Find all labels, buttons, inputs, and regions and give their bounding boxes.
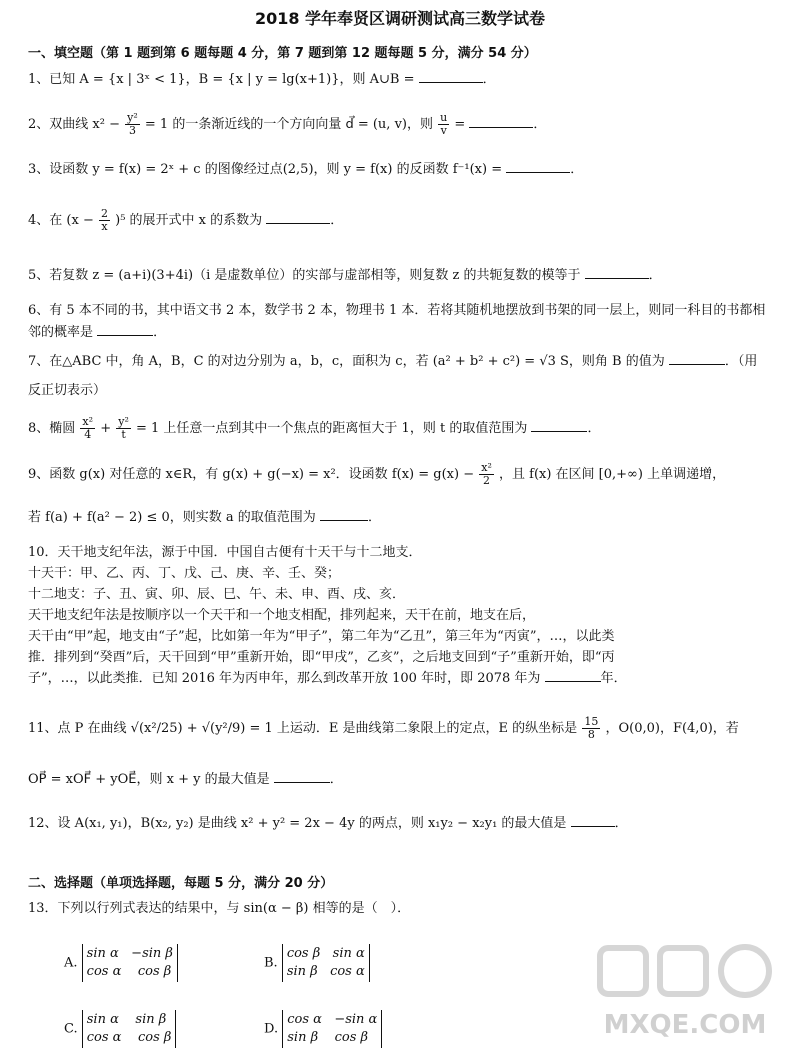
option-a[interactable]: A. sin α −sin β cos α cos β [64, 944, 178, 982]
answer-blank[interactable] [545, 669, 601, 682]
answer-blank[interactable] [669, 352, 725, 365]
option-c[interactable]: C. sin α sin β cos α cos β [64, 1010, 176, 1048]
answer-blank[interactable] [419, 70, 483, 83]
option-b[interactable]: B. cos β sin α sin β cos α [264, 944, 370, 982]
question-2: 2、双曲线 x² − $\frac{\text{y²}}{3}$ = 1 的一条渐近线的一个方向向量 d⃗ = (u, v)，则 $\frac{u}{v}$ = ． [28, 111, 547, 137]
question-5: 5、若复数 z = (a+i)(3+4i)（i 是虚数单位）的实部与虚部相等，则复数 z 的共轭复数的模等于 ． [28, 268, 662, 283]
answer-blank[interactable] [506, 160, 570, 173]
question-3: 3、设函数 y = f(x) = 2ˣ + c 的图像经过点(2,5)，则 y = f(x) 的反函数 f⁻¹(x) = ． [28, 162, 584, 177]
question-1: 1、已知 A = {x | 3ˣ < 1}，B = {x | y = lg(x+1)}，则 A∪B = ． [28, 72, 496, 87]
fraction: $\frac{\text{y²}}{t}$ [118, 415, 129, 441]
answer-blank[interactable] [571, 814, 615, 827]
determinant: cos β sin α sin β cos α [282, 944, 370, 982]
exam-title: 2018 学年奉贤区调研测试高三数学试卷 [254, 9, 546, 28]
answer-blank[interactable] [97, 323, 153, 336]
answer-blank[interactable] [320, 508, 368, 521]
question-7: 7、在△ABC 中，角 A，B，C 的对边分别为 a，b，c，面积为 c，若 (a² + b² + c²) = √3 S，则角 B 的值为 ．（用 [28, 354, 758, 369]
question-10: 10．天干地支纪年法，源于中国．中国自古便有十天干与十二地支． 十天干：甲、乙、丙、丁、戊、己、庚、辛、壬、癸； 十二地支：子、丑、寅、卯、辰、巳、午、未、申、酉、戌、亥． 天干地支纪年法是按顺序以一个天干和一个地支相配，排列起来，天干在前，地支在后， 天干由“甲”起，地支由“子”起，比如第一年为“甲子”，第二年为“乙丑”，第三年为“丙寅”，…，以此类 推．排列到“癸酉”后，天干回到“甲”重新开始，即“甲戌”，乙亥”，之后地支回到“子”重新开始，即“丙 子”，…，以此类推．已知 2016 年为丙申年，那么到改革开放 100 年时，即 2078 年为 年． [28, 545, 627, 686]
question-13: 13．下列以行列式表达的结果中，与 sin(α − β) 相等的是（ ）． [28, 901, 411, 916]
answer-blank[interactable] [266, 211, 330, 224]
watermark-text: MXQE.COM [603, 1010, 767, 1040]
watermark-logo-icon [590, 938, 780, 1048]
question-11: 11、点 P 在曲线 √(x²/25) + √(y²/9) = 1 上运动．E 是曲线第二象限上的定点，E 的纵坐标是 $\frac{15}{8}$ ，O(0,0)，F(4,0)，若 [28, 715, 739, 741]
question-9-line2: 若 f(a) + f(a² − 2) ≤ 0，则实数 a 的取值范围为 ． [28, 510, 381, 525]
fraction: $\frac{u}{v}$ [440, 111, 448, 137]
section-2-heading: 二、选择题（单项选择题，每题 5 分，满分 20 分） [28, 876, 334, 891]
answer-blank[interactable] [274, 770, 330, 783]
fraction: $\frac{2}{x}$ [100, 207, 108, 233]
fraction: $\frac{\text{x²}}{4}$ [82, 415, 94, 441]
fraction: $\frac{\text{x²}}{2}$ [481, 461, 492, 487]
question-6: 6、有 5 本不同的书，其中语文书 2 本，数学书 2 本，物理书 1 本．若将其随机地摆放到书架的同一层上，则同一科目的书都相邻的概率是 ． [28, 303, 766, 340]
determinant: sin α −sin β cos α cos β [82, 944, 178, 982]
answer-blank[interactable] [585, 266, 649, 279]
question-8: 8、椭圆 $\frac{\text{x²}}{4}$ + $\frac{\text{y²}}{t}$ = 1 上任意一点到其中一个焦点的距离恒大于 1，则 t 的取值范围为 ． [28, 415, 601, 441]
answer-blank[interactable] [531, 419, 587, 432]
question-11-line2: OP⃗ = xOF⃗ + yOE⃗，则 x + y 的最大值是 ． [28, 772, 343, 787]
section-1-heading: 一、填空题（第 1 题到第 6 题每题 4 分，第 7 题到第 12 题每题 5 分，满分 54 分） [28, 46, 537, 61]
question-9: 9、函数 g(x) 对任意的 x∈R，有 g(x) + g(−x) = x²．设函数 f(x) = g(x) − $\frac{\text{x²}}{2}$ ，且 f(x) 在区间 [0,+∞) 上单调递增， [28, 461, 726, 487]
answer-blank[interactable] [469, 115, 533, 128]
fraction: $\frac{\text{y²}}{3}$ [127, 111, 138, 137]
determinant: sin α sin β cos α cos β [82, 1010, 177, 1048]
determinant: cos α −sin α sin β cos β [282, 1010, 382, 1048]
question-12: 12、设 A(x₁, y₁)，B(x₂, y₂) 是曲线 x² + y² = 2x − 4y 的两点，则 x₁y₂ − x₂y₁ 的最大值是 ． [28, 816, 628, 831]
option-d[interactable]: D. cos α −sin α sin β cos β [264, 1010, 382, 1048]
question-7-line2: 反正切表示） [28, 383, 107, 398]
fraction: $\frac{15}{8}$ [584, 715, 599, 741]
question-4: 4、在 (x − $\frac{2}{x}$ )⁵ 的展开式中 x 的系数为 ． [28, 207, 344, 233]
